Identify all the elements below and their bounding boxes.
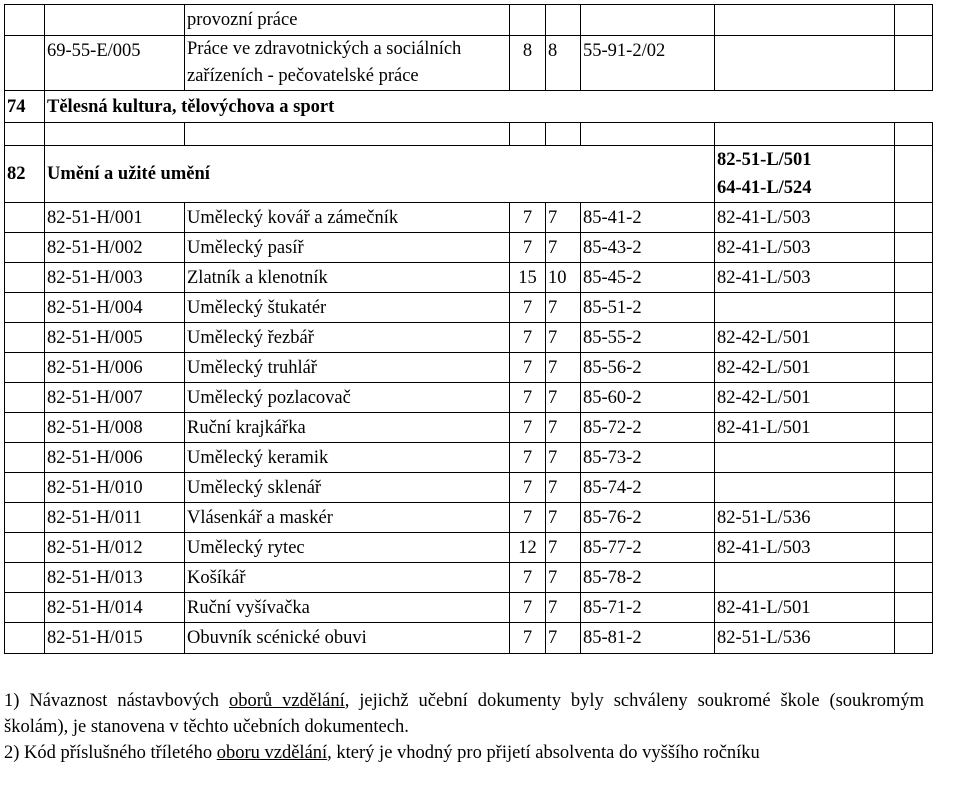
row-name: Umělecký truhlář bbox=[185, 353, 510, 383]
row-code: 82-51-H/006 bbox=[45, 353, 185, 383]
section-number: 74 bbox=[5, 91, 45, 123]
row-extra bbox=[895, 353, 933, 383]
row-n2: 8 bbox=[546, 36, 581, 91]
row-name: Košíkář bbox=[185, 563, 510, 593]
section-title: Tělesná kultura, tělovýchova a sport bbox=[45, 91, 933, 123]
row-extra bbox=[895, 413, 933, 443]
row-continuation: 82-42-L/501 bbox=[715, 353, 895, 383]
row-extra bbox=[895, 263, 933, 293]
row-n1: 7 bbox=[510, 473, 546, 503]
row-extra bbox=[895, 323, 933, 353]
row-code: 82-51-H/012 bbox=[45, 533, 185, 563]
row-n1: 15 bbox=[510, 263, 546, 293]
row-name: Práce ve zdravotnických a sociálních zařízeních - pečovatelské práce bbox=[185, 36, 510, 91]
row-continuation: 82-41-L/503 bbox=[715, 263, 895, 293]
section-title: Umění a užité umění bbox=[45, 146, 715, 203]
row-n2: 7 bbox=[546, 353, 581, 383]
row-n1: 7 bbox=[510, 413, 546, 443]
table-row bbox=[5, 473, 933, 503]
row-continuation bbox=[715, 443, 895, 473]
row-section bbox=[5, 263, 45, 293]
row-kkov: 85-41-2 bbox=[581, 203, 715, 233]
row-continuation: 82-41-L/503 bbox=[715, 203, 895, 233]
footnote-2: 2) Kód příslušného tříletého oboru vzdělání, který je vhodný pro přijetí absolventa do vyššího ročníku bbox=[4, 743, 760, 763]
row-n1: 7 bbox=[510, 323, 546, 353]
row-kkov: 85-81-2 bbox=[581, 623, 715, 654]
row-code: 82-51-H/010 bbox=[45, 473, 185, 503]
table-row bbox=[5, 353, 933, 383]
footnotes bbox=[4, 688, 924, 766]
row-extra bbox=[895, 533, 933, 563]
table-row bbox=[5, 563, 933, 593]
row-extra bbox=[895, 203, 933, 233]
row-n2: 7 bbox=[546, 293, 581, 323]
row-n1: 7 bbox=[510, 293, 546, 323]
continuation-name: provozní práce bbox=[185, 5, 510, 36]
row-name: Umělecký řezbář bbox=[185, 323, 510, 353]
row-kkov: 85-71-2 bbox=[581, 593, 715, 623]
table-row bbox=[5, 623, 933, 654]
row-continuation bbox=[715, 293, 895, 323]
table-row bbox=[5, 383, 933, 413]
table-row bbox=[5, 533, 933, 563]
row-code: 82-51-H/004 bbox=[45, 293, 185, 323]
row-extra bbox=[895, 233, 933, 263]
continuation-code: 64-41-L/524 bbox=[717, 178, 812, 198]
table-row bbox=[5, 203, 933, 233]
row-name: Obuvník scénické obuvi bbox=[185, 623, 510, 654]
row-n2: 7 bbox=[546, 443, 581, 473]
row-section bbox=[5, 473, 45, 503]
blank-row bbox=[5, 123, 933, 146]
row-code: 69-55-E/005 bbox=[45, 36, 185, 91]
row-name: Umělecký kovář a zámečník bbox=[185, 203, 510, 233]
row-n1: 7 bbox=[510, 233, 546, 263]
row-section bbox=[5, 443, 45, 473]
section-number: 82 bbox=[5, 146, 45, 203]
row-name: Umělecký pasíř bbox=[185, 233, 510, 263]
table-row bbox=[5, 503, 933, 533]
table-row bbox=[5, 323, 933, 353]
row-n2: 7 bbox=[546, 383, 581, 413]
row-continuation: 82-41-L/503 bbox=[715, 533, 895, 563]
row-extra bbox=[895, 623, 933, 654]
table-row bbox=[5, 413, 933, 443]
footnote-1: 1) Návaznost nástavbových oborů vzdělání, jejichž učební dokumenty byly schváleny soukromé škole (soukromým školám), je stanovena v těchto učebních dokumentech. bbox=[4, 691, 924, 737]
row-code: 82-51-H/008 bbox=[45, 413, 185, 443]
row-code: 82-51-H/011 bbox=[45, 503, 185, 533]
row-kkov: 85-78-2 bbox=[581, 563, 715, 593]
row-section bbox=[5, 353, 45, 383]
row-n2: 7 bbox=[546, 413, 581, 443]
row-extra bbox=[895, 473, 933, 503]
row-code: 82-51-H/005 bbox=[45, 323, 185, 353]
fields-of-study-table bbox=[4, 4, 933, 654]
row-n1: 7 bbox=[510, 593, 546, 623]
row-extra bbox=[895, 563, 933, 593]
row-section bbox=[5, 563, 45, 593]
row-continuation: 82-41-L/501 bbox=[715, 413, 895, 443]
row-n2: 7 bbox=[546, 323, 581, 353]
row-section bbox=[5, 383, 45, 413]
row-n2: 10 bbox=[546, 263, 581, 293]
row-kkov: 85-76-2 bbox=[581, 503, 715, 533]
row-n1: 7 bbox=[510, 203, 546, 233]
row-continuation: 82-42-L/501 bbox=[715, 323, 895, 353]
row-n2: 7 bbox=[546, 233, 581, 263]
row-section bbox=[5, 323, 45, 353]
row-n2: 7 bbox=[546, 503, 581, 533]
row-kkov: 85-77-2 bbox=[581, 533, 715, 563]
row-n1: 7 bbox=[510, 503, 546, 533]
row-code: 82-51-H/006 bbox=[45, 443, 185, 473]
row-n1: 7 bbox=[510, 443, 546, 473]
table-row bbox=[5, 443, 933, 473]
section-row bbox=[5, 91, 933, 123]
row-kkov: 55-91-2/02 bbox=[581, 36, 715, 91]
row-code: 82-51-H/003 bbox=[45, 263, 185, 293]
row-name: Zlatník a klenotník bbox=[185, 263, 510, 293]
row-name: Vlásenkář a maskér bbox=[185, 503, 510, 533]
row-continuation: 82-51-L/536 bbox=[715, 503, 895, 533]
row-n1: 7 bbox=[510, 353, 546, 383]
row-continuation: 82-41-L/501 bbox=[715, 593, 895, 623]
row-section bbox=[5, 203, 45, 233]
row-section bbox=[5, 503, 45, 533]
row-section bbox=[5, 293, 45, 323]
row-n2: 7 bbox=[546, 533, 581, 563]
row-extra bbox=[895, 383, 933, 413]
row-name: Umělecký keramik bbox=[185, 443, 510, 473]
row-kkov: 85-51-2 bbox=[581, 293, 715, 323]
row-extra bbox=[895, 293, 933, 323]
row-name: Ruční vyšívačka bbox=[185, 593, 510, 623]
row-name: Umělecký rytec bbox=[185, 533, 510, 563]
table-row bbox=[5, 5, 933, 36]
row-name: Umělecký štukatér bbox=[185, 293, 510, 323]
row-code: 82-51-H/013 bbox=[45, 563, 185, 593]
row-n2: 7 bbox=[546, 203, 581, 233]
continuation-code: 82-51-L/501 bbox=[717, 150, 812, 170]
row-section bbox=[5, 623, 45, 654]
row-n2: 7 bbox=[546, 563, 581, 593]
row-kkov: 85-56-2 bbox=[581, 353, 715, 383]
row-kkov: 85-55-2 bbox=[581, 323, 715, 353]
row-section bbox=[5, 413, 45, 443]
row-n2: 7 bbox=[546, 593, 581, 623]
row-continuation: 82-41-L/503 bbox=[715, 233, 895, 263]
row-n1: 12 bbox=[510, 533, 546, 563]
row-continuation: 82-51-L/536 bbox=[715, 623, 895, 654]
row-kkov: 85-72-2 bbox=[581, 413, 715, 443]
row-section bbox=[5, 593, 45, 623]
row-name: Umělecký pozlacovač bbox=[185, 383, 510, 413]
row-n1: 7 bbox=[510, 383, 546, 413]
row-code: 82-51-H/015 bbox=[45, 623, 185, 654]
row-section bbox=[5, 533, 45, 563]
table-row bbox=[5, 36, 933, 91]
table-row bbox=[5, 263, 933, 293]
section-row bbox=[5, 146, 933, 203]
row-kkov: 85-74-2 bbox=[581, 473, 715, 503]
row-name: Umělecký sklenář bbox=[185, 473, 510, 503]
row-kkov: 85-60-2 bbox=[581, 383, 715, 413]
row-section bbox=[5, 233, 45, 263]
row-kkov: 85-45-2 bbox=[581, 263, 715, 293]
table-row bbox=[5, 593, 933, 623]
row-extra bbox=[895, 503, 933, 533]
row-kkov: 85-73-2 bbox=[581, 443, 715, 473]
row-code: 82-51-H/002 bbox=[45, 233, 185, 263]
row-continuation bbox=[715, 473, 895, 503]
row-n2: 7 bbox=[546, 473, 581, 503]
table-row bbox=[5, 293, 933, 323]
field-of-study-link[interactable]: oboru vzdělání bbox=[216, 743, 328, 763]
row-n1: 8 bbox=[510, 36, 546, 91]
table-row bbox=[5, 233, 933, 263]
row-extra bbox=[895, 593, 933, 623]
row-name: Ruční krajkářka bbox=[185, 413, 510, 443]
row-code: 82-51-H/001 bbox=[45, 203, 185, 233]
row-n1: 7 bbox=[510, 623, 546, 654]
fields-of-study-link[interactable]: oborů vzdělání bbox=[228, 691, 345, 711]
row-n1: 7 bbox=[510, 563, 546, 593]
row-code: 82-51-H/007 bbox=[45, 383, 185, 413]
row-extra bbox=[895, 443, 933, 473]
row-continuation bbox=[715, 563, 895, 593]
row-code: 82-51-H/014 bbox=[45, 593, 185, 623]
row-kkov: 85-43-2 bbox=[581, 233, 715, 263]
row-continuation: 82-42-L/501 bbox=[715, 383, 895, 413]
row-n2: 7 bbox=[546, 623, 581, 654]
